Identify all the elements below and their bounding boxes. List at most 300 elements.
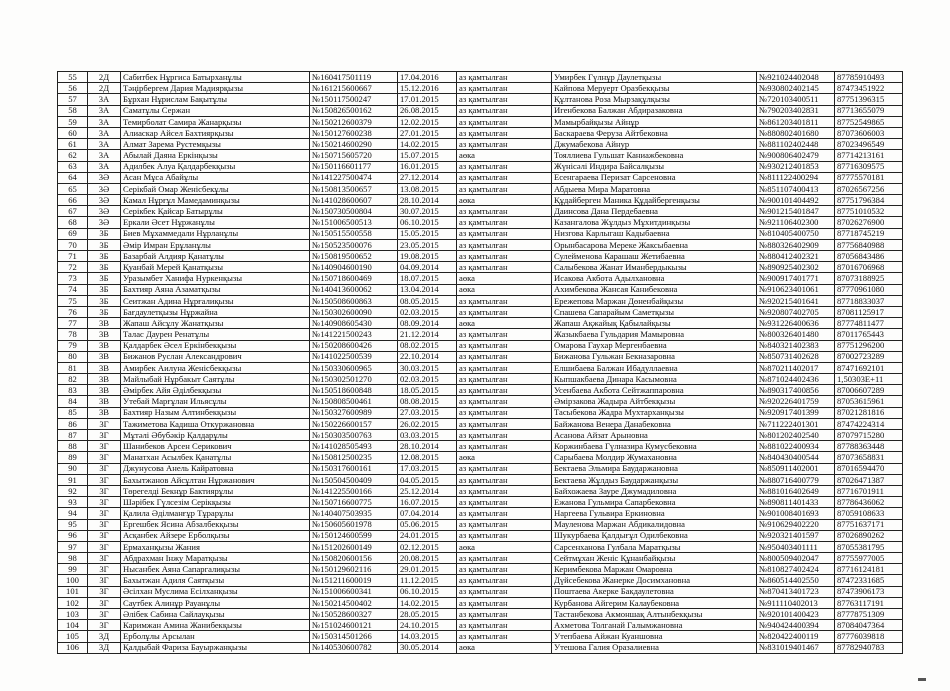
cell-parent-iin: №881016402649: [757, 485, 835, 496]
cell-phone: 87716124181: [835, 564, 903, 575]
cell-birth-date: 08.02.2015: [398, 340, 457, 351]
cell-status: аз қамтылған: [457, 519, 552, 530]
cell-phone: 87751396315: [835, 94, 903, 105]
cell-birth-date: 15.12.2016: [398, 83, 457, 94]
cell-birth-certificate: №151211600019: [310, 575, 398, 586]
cell-parent-name: Мамырбайқызы Айнұр: [552, 116, 757, 127]
cell-class: 3Б: [88, 251, 121, 262]
cell-birth-certificate: №150317600161: [310, 463, 398, 474]
table-row: [58, 83, 903, 94]
cell-phone: 87073658831: [835, 452, 903, 463]
cell-status: аз қамтылған: [457, 228, 552, 239]
cell-birth-certificate: №151006500513: [310, 217, 398, 228]
cell-row-number: 105: [58, 631, 88, 642]
cell-parent-iin: №890925402302: [757, 262, 835, 273]
cell-row-number: 65: [58, 183, 88, 194]
cell-class: 3Ә: [88, 195, 121, 206]
cell-status: аз қамтылған: [457, 407, 552, 418]
cell-phone: 87751296200: [835, 340, 903, 351]
cell-status: аз қамтылған: [457, 586, 552, 597]
table-row: [58, 508, 903, 519]
cell-class: 3В: [88, 362, 121, 373]
cell-row-number: 100: [58, 575, 88, 586]
cell-birth-date: 14.02.2015: [398, 597, 457, 608]
table-row: [58, 541, 903, 552]
cell-class: 3Ә: [88, 206, 121, 217]
cell-row-number: 62: [58, 150, 88, 161]
cell-phone: 87774811477: [835, 318, 903, 329]
cell-birth-date: 27.03.2015: [398, 407, 457, 418]
cell-phone: 87776039818: [835, 631, 903, 642]
cell-parent-name: Баскараева Феруза Айтбековна: [552, 127, 757, 138]
cell-parent-iin: №820422400119: [757, 631, 835, 642]
cell-row-number: 71: [58, 251, 88, 262]
cell-row-number: 102: [58, 597, 88, 608]
table-row: [58, 105, 903, 116]
cell-phone: 87016594470: [835, 463, 903, 474]
cell-birth-date: 17.03.2015: [398, 463, 457, 474]
cell-parent-iin: №910629402220: [757, 519, 835, 530]
cell-row-number: 89: [58, 452, 88, 463]
cell-phone: 87751637171: [835, 519, 903, 530]
cell-status: аз қамтылған: [457, 295, 552, 306]
cell-row-number: 82: [58, 374, 88, 385]
cell-class: 3Б: [88, 239, 121, 250]
cell-status: аз қамтылған: [457, 374, 552, 385]
cell-child-name: Джунусова Анель Кайратовна: [121, 463, 310, 474]
cell-phone: 87471692101: [835, 362, 903, 373]
cell-status: аз қамтылған: [457, 530, 552, 541]
cell-status: аз қамтылған: [457, 351, 552, 362]
cell-child-name: Талас Даурен Ренатұлы: [121, 329, 310, 340]
cell-birth-certificate: №150129602116: [310, 564, 398, 575]
cell-birth-certificate: №141022500539: [310, 351, 398, 362]
cell-row-number: 66: [58, 195, 88, 206]
cell-class: 3Г: [88, 497, 121, 508]
cell-birth-certificate: №140407503935: [310, 508, 398, 519]
cell-birth-certificate: №150314501266: [310, 631, 398, 642]
cell-parent-name: Коржинбаева Гүлназира Кумусбековна: [552, 441, 757, 452]
cell-birth-certificate: №150528600327: [310, 609, 398, 620]
cell-child-name: Бахтияр Назым Алтинбекқызы: [121, 407, 310, 418]
cell-phone: 87755977005: [835, 553, 903, 564]
cell-child-name: Әлібек Сабина Сайлауқызы: [121, 609, 310, 620]
cell-birth-certificate: №150226600157: [310, 418, 398, 429]
cell-parent-iin: №850731402628: [757, 351, 835, 362]
cell-row-number: 58: [58, 105, 88, 116]
cell-class: 3А: [88, 94, 121, 105]
cell-status: аз қамтылған: [457, 172, 552, 183]
cell-phone: 87055381795: [835, 541, 903, 552]
table-row: [58, 553, 903, 564]
cell-class: 3Б: [88, 228, 121, 239]
cell-row-number: 87: [58, 430, 88, 441]
table-row: [58, 530, 903, 541]
cell-row-number: 86: [58, 418, 88, 429]
cell-parent-name: Низгова Карлыгаш Кадыбаевна: [552, 228, 757, 239]
table-row: [58, 340, 903, 351]
cell-parent-name: Казангалова Жұлдыз Мұхитдинқызы: [552, 217, 757, 228]
cell-row-number: 59: [58, 116, 88, 127]
cell-parent-name: Жүнісәлі Индира Байсалқызы: [552, 161, 757, 172]
cell-parent-iin: №800509402047: [757, 553, 835, 564]
cell-birth-date: 17.01.2015: [398, 94, 457, 105]
student-list-table: [57, 71, 903, 654]
table-row: [58, 374, 903, 385]
cell-child-name: Жапаш Айсұлу Жанатқызы: [121, 318, 310, 329]
cell-phone: 87026890262: [835, 530, 903, 541]
cell-parent-iin: №800326401480: [757, 329, 835, 340]
cell-class: 3В: [88, 407, 121, 418]
cell-status: аөка: [457, 318, 552, 329]
cell-child-name: Каримжан Амина Жанибекқызы: [121, 620, 310, 631]
cell-child-name: Ергешбек Ясина Абзалбекқызы: [121, 519, 310, 530]
cell-child-name: Бұрхан Нұрислам Бақытұлы: [121, 94, 310, 105]
cell-phone: 87053615961: [835, 396, 903, 407]
table-row: [58, 273, 903, 284]
cell-class: 3Ә: [88, 217, 121, 228]
cell-birth-date: 28.10.2014: [398, 195, 457, 206]
cell-row-number: 79: [58, 340, 88, 351]
cell-parent-iin: №880412402321: [757, 251, 835, 262]
cell-parent-name: Утешова Галия Оразалиевна: [552, 642, 757, 653]
cell-birth-certificate: №150518600848: [310, 385, 398, 396]
table-row: [58, 362, 903, 373]
table-row: [58, 172, 903, 183]
cell-phone: 87472331685: [835, 575, 903, 586]
cell-parent-iin: №890317400856: [757, 385, 835, 396]
cell-phone: 87081125917: [835, 306, 903, 317]
table-row: [58, 195, 903, 206]
cell-birth-date: 22.10.2014: [398, 351, 457, 362]
table-row: [58, 430, 903, 441]
cell-class: 3Г: [88, 575, 121, 586]
cell-phone: 87714213161: [835, 150, 903, 161]
cell-parent-name: Жапаш Ақжайық Қабылайқызы: [552, 318, 757, 329]
cell-row-number: 55: [58, 72, 88, 83]
cell-class: 3Б: [88, 306, 121, 317]
cell-birth-certificate: №141028505493: [310, 441, 398, 452]
cell-parent-name: Шукурбаева Қалдығұл Одилбековна: [552, 530, 757, 541]
cell-parent-iin: №920807402705: [757, 306, 835, 317]
cell-birth-date: 16.07.2015: [398, 497, 457, 508]
cell-class: 3Г: [88, 564, 121, 575]
cell-phone: 87718745219: [835, 228, 903, 239]
cell-birth-certificate: №150605601978: [310, 519, 398, 530]
cell-birth-certificate: №140908605430: [310, 318, 398, 329]
cell-birth-certificate: №150812500235: [310, 452, 398, 463]
cell-parent-iin: №931226400636: [757, 318, 835, 329]
cell-birth-date: 28.05.2015: [398, 609, 457, 620]
cell-class: 3Г: [88, 418, 121, 429]
cell-phone: 87775570181: [835, 172, 903, 183]
cell-status: аөка: [457, 150, 552, 161]
cell-child-name: Қалдыбай Фариза Бауыржанқызы: [121, 642, 310, 653]
cell-row-number: 72: [58, 262, 88, 273]
cell-parent-name: Игенбекова Балжан Абдиразаковна: [552, 105, 757, 116]
cell-birth-certificate: №150813500657: [310, 183, 398, 194]
cell-status: аз қамтылған: [457, 609, 552, 620]
cell-class: 3Г: [88, 609, 121, 620]
cell-phone: 87763117191: [835, 597, 903, 608]
cell-birth-date: 13.04.2014: [398, 284, 457, 295]
cell-birth-date: 24.10.2015: [398, 620, 457, 631]
cell-birth-certificate: №150508600863: [310, 295, 398, 306]
cell-birth-date: 12.02.2015: [398, 116, 457, 127]
cell-parent-name: Джумабекова Айнур: [552, 139, 757, 150]
cell-status: аз қамтылған: [457, 329, 552, 340]
cell-phone: 87006607289: [835, 385, 903, 396]
cell-birth-date: 14.02.2015: [398, 139, 457, 150]
cell-parent-iin: №920917401399: [757, 407, 835, 418]
cell-phone: 87021281816: [835, 407, 903, 418]
cell-parent-name: Керимбекова Маржан Омаровна: [552, 564, 757, 575]
cell-child-name: Қуанбай Мерей Қанатқызы: [121, 262, 310, 273]
cell-status: аз қамтылған: [457, 497, 552, 508]
cell-phone: 87073606003: [835, 127, 903, 138]
cell-status: аз қамтылған: [457, 217, 552, 228]
cell-phone: 87011765443: [835, 329, 903, 340]
cell-class: 3В: [88, 340, 121, 351]
cell-status: аз қамтылған: [457, 206, 552, 217]
cell-child-name: Бахытжанов Айсұлтан Нұржанович: [121, 474, 310, 485]
cell-parent-name: Усенбаева Акбота Сейтжаппаровна: [552, 385, 757, 396]
cell-birth-certificate: №150715605720: [310, 150, 398, 161]
cell-row-number: 80: [58, 351, 88, 362]
cell-birth-date: 27.01.2015: [398, 127, 457, 138]
cell-phone: 87073188925: [835, 273, 903, 284]
table-row: [58, 620, 903, 631]
cell-row-number: 88: [58, 441, 88, 452]
cell-phone: 87785910493: [835, 72, 903, 83]
cell-birth-date: 15.07.2015: [398, 150, 457, 161]
cell-class: 3Ә: [88, 172, 121, 183]
cell-child-name: Ерболұлы Арсылан: [121, 631, 310, 642]
table-row: [58, 519, 903, 530]
cell-class: 3А: [88, 116, 121, 127]
cell-child-name: Базарбай Алдияр Қанатұлы: [121, 251, 310, 262]
cell-birth-date: 08.08.2015: [398, 396, 457, 407]
cell-phone: 87023496549: [835, 139, 903, 150]
cell-class: 3Г: [88, 508, 121, 519]
cell-row-number: 61: [58, 139, 88, 150]
cell-class: 3А: [88, 161, 121, 172]
cell-phone: 87786436062: [835, 497, 903, 508]
cell-parent-name: Исакова Акбота Адылхановна: [552, 273, 757, 284]
table-row: [58, 441, 903, 452]
cell-phone: 87716309575: [835, 161, 903, 172]
table-row: [58, 306, 903, 317]
cell-status: аз қамтылған: [457, 362, 552, 373]
cell-parent-iin: №871024402436: [757, 374, 835, 385]
cell-parent-iin: №880716400779: [757, 474, 835, 485]
cell-row-number: 76: [58, 306, 88, 317]
cell-child-name: Уразымбет Ханифа Нуркенқызы: [121, 273, 310, 284]
cell-parent-name: Тастанбекова Акмоншақ Алтынбекқызы: [552, 609, 757, 620]
cell-birth-date: 30.05.2014: [398, 642, 457, 653]
cell-parent-iin: №880802401680: [757, 127, 835, 138]
cell-phone: 87084047364: [835, 620, 903, 631]
cell-parent-name: Ежанова Гульмира Сапарбековна: [552, 497, 757, 508]
cell-status: аөка: [457, 195, 552, 206]
cell-row-number: 74: [58, 284, 88, 295]
cell-parent-name: Бектаева Эльмира Баударжановна: [552, 463, 757, 474]
cell-parent-name: Утепбаева Айжан Куаншовна: [552, 631, 757, 642]
cell-parent-name: Сарыбаева Молдир Жумахановна: [552, 452, 757, 463]
cell-parent-iin: №900806402479: [757, 150, 835, 161]
cell-birth-certificate: №150302501270: [310, 374, 398, 385]
cell-birth-date: 23.05.2015: [398, 239, 457, 250]
cell-child-name: Қалдарбек Әсел Еркінбекқызы: [121, 340, 310, 351]
cell-birth-certificate: №151202600149: [310, 541, 398, 552]
cell-birth-certificate: №141227500474: [310, 172, 398, 183]
cell-birth-certificate: №150718600469: [310, 273, 398, 284]
cell-parent-name: Ахметова Толганай Галымжановна: [552, 620, 757, 631]
cell-status: аз қамтылған: [457, 575, 552, 586]
cell-birth-certificate: №160417501119: [310, 72, 398, 83]
cell-phone: 87752549865: [835, 116, 903, 127]
cell-status: аз қамтылған: [457, 72, 552, 83]
cell-phone: 87473906173: [835, 586, 903, 597]
cell-parent-name: Омарова Гаухар Мергенбаевна: [552, 340, 757, 351]
cell-parent-iin: №901008401693: [757, 508, 835, 519]
cell-birth-date: 27.12.2014: [398, 172, 457, 183]
cell-status: аз қамтылған: [457, 340, 552, 351]
cell-status: аз қамтылған: [457, 239, 552, 250]
cell-birth-certificate: №140413600062: [310, 284, 398, 295]
cell-status: аөка: [457, 541, 552, 552]
cell-parent-iin: №801202402540: [757, 430, 835, 441]
cell-child-name: Бахтияр Аяна Азаматқызы: [121, 284, 310, 295]
cell-class: 3Б: [88, 284, 121, 295]
table-row: [58, 127, 903, 138]
cell-birth-date: 15.05.2015: [398, 228, 457, 239]
table-row: [58, 396, 903, 407]
cell-child-name: Биев Мұхаммедали Нұрланұлы: [121, 228, 310, 239]
table-row: [58, 228, 903, 239]
cell-class: 3В: [88, 385, 121, 396]
cell-row-number: 81: [58, 362, 88, 373]
cell-birth-date: 02.03.2015: [398, 306, 457, 317]
cell-row-number: 104: [58, 620, 88, 631]
cell-status: аз қамтылған: [457, 430, 552, 441]
table-row: [58, 385, 903, 396]
cell-class: 3Г: [88, 441, 121, 452]
cell-class: 3Д: [88, 631, 121, 642]
cell-parent-name: Салыбекова Жанат Иманбердыкызы: [552, 262, 757, 273]
table-row: [58, 407, 903, 418]
cell-parent-name: Поштаева Акерке Бакдаулетовна: [552, 586, 757, 597]
cell-birth-certificate: №150208600426: [310, 340, 398, 351]
cell-birth-certificate: №150826500162: [310, 105, 398, 116]
cell-child-name: Бағдаулетқызы Нұржайна: [121, 306, 310, 317]
cell-parent-name: Сейтмұхан Женіс Құнанбайқызы: [552, 553, 757, 564]
cell-child-name: Әмір Имран Ерұланұлы: [121, 239, 310, 250]
cell-parent-name: Умирбек Гүлнұр Даулетқызы: [552, 72, 757, 83]
cell-birth-date: 02.03.2015: [398, 374, 457, 385]
cell-child-name: Сеитжан Адина Нұрғалиқызы: [121, 295, 310, 306]
cell-class: 3Г: [88, 463, 121, 474]
cell-birth-date: 29.01.2015: [398, 564, 457, 575]
cell-class: 3В: [88, 351, 121, 362]
cell-child-name: Қалила Әділманғұр Тұрарұлы: [121, 508, 310, 519]
cell-parent-name: Даинсова Дана Пердебаевна: [552, 206, 757, 217]
cell-birth-certificate: №150214500402: [310, 597, 398, 608]
table-row: [58, 474, 903, 485]
cell-birth-certificate: №150127600238: [310, 127, 398, 138]
cell-row-number: 63: [58, 161, 88, 172]
cell-status: аз қамтылған: [457, 306, 552, 317]
cell-parent-iin: №861203401811: [757, 116, 835, 127]
cell-parent-iin: №940424400394: [757, 620, 835, 631]
cell-status: аөка: [457, 284, 552, 295]
table-row: [58, 183, 903, 194]
cell-status: аз қамтылған: [457, 564, 552, 575]
cell-row-number: 67: [58, 206, 88, 217]
cell-parent-iin: №911110402013: [757, 597, 835, 608]
cell-parent-name: Құлтанова Роза Мырзақұлқызы: [552, 94, 757, 105]
cell-birth-date: 12.08.2015: [398, 452, 457, 463]
cell-parent-iin: №920215401641: [757, 295, 835, 306]
cell-child-name: Ермаханқызы Жания: [121, 541, 310, 552]
cell-parent-name: Елшибаева Балжан Ибадуллаевна: [552, 362, 757, 373]
cell-child-name: Манатхан Асылбек Қанатұлы: [121, 452, 310, 463]
cell-birth-date: 26.08.2015: [398, 105, 457, 116]
cell-birth-date: 25.12.2014: [398, 485, 457, 496]
cell-phone: 87782940783: [835, 642, 903, 653]
cell-birth-date: 08.09.2014: [398, 318, 457, 329]
cell-parent-name: Кыпшакбаева Динара Касымовна: [552, 374, 757, 385]
cell-birth-date: 20.08.2015: [398, 553, 457, 564]
cell-class: 3А: [88, 105, 121, 116]
cell-class: 3В: [88, 374, 121, 385]
table-row: [58, 452, 903, 463]
cell-birth-date: 19.08.2015: [398, 251, 457, 262]
cell-birth-certificate: №141221500243: [310, 329, 398, 340]
cell-parent-name: Құдайберген Маника Құдайбергенқызы: [552, 195, 757, 206]
cell-status: аз қамтылған: [457, 116, 552, 127]
cell-child-name: Абдрахман Інжу Маратқызы: [121, 553, 310, 564]
cell-birth-certificate: №150124600599: [310, 530, 398, 541]
cell-status: аз қамтылған: [457, 385, 552, 396]
cell-status: аз қамтылған: [457, 251, 552, 262]
cell-parent-iin: №840321402383: [757, 340, 835, 351]
cell-parent-iin: №810827402424: [757, 564, 835, 575]
table-row: [58, 418, 903, 429]
table-row: [58, 631, 903, 642]
cell-row-number: 64: [58, 172, 88, 183]
cell-phone: 87016706968: [835, 262, 903, 273]
cell-parent-iin: №790203402831: [757, 105, 835, 116]
cell-birth-date: 13.08.2015: [398, 183, 457, 194]
cell-child-name: Амирбек Аилуна Женісбекқызы: [121, 362, 310, 373]
cell-phone: 87059108633: [835, 508, 903, 519]
cell-status: аз қамтылған: [457, 553, 552, 564]
cell-class: 3Г: [88, 519, 121, 530]
table-row: [58, 485, 903, 496]
table-row: [58, 251, 903, 262]
cell-birth-certificate: №150523500076: [310, 239, 398, 250]
cell-parent-iin: №900917401771: [757, 273, 835, 284]
cell-birth-certificate: №150330600965: [310, 362, 398, 373]
cell-birth-date: 08.05.2015: [398, 295, 457, 306]
table-row: [58, 139, 903, 150]
cell-parent-name: Ахимбекова Жансая Канибековна: [552, 284, 757, 295]
cell-phone: 87751010532: [835, 206, 903, 217]
cell-parent-iin: №881022400934: [757, 441, 835, 452]
cell-class: 3Г: [88, 541, 121, 552]
cell-class: 3Г: [88, 430, 121, 441]
